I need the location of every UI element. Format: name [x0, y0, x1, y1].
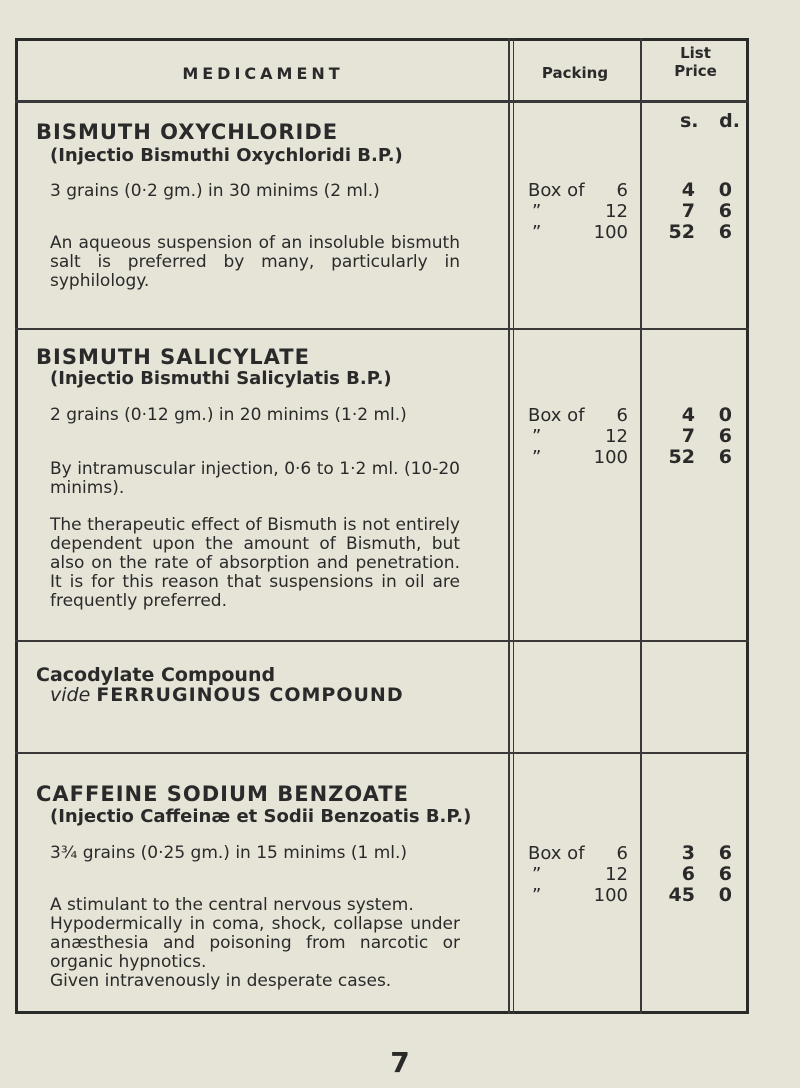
price-pence: 6: [718, 446, 732, 468]
price-shillings: 4: [681, 404, 695, 426]
price-row: [660, 843, 740, 864]
entry-note: By intramuscular injection, 0·6 to 1·2 ml. (10-20 minims).: [50, 459, 460, 498]
column-divider: [508, 38, 510, 1014]
header-price-line2: Price: [674, 62, 717, 80]
packing-qty: 100: [593, 447, 628, 468]
entry-note: Hypodermically in coma, shock, collapse under anæsthesia and poisoning from narcotic or organic hypnotics.: [50, 914, 460, 972]
packing-row: [528, 843, 628, 864]
currency-units: s. d.: [680, 110, 740, 132]
header-price-line1: List: [680, 44, 711, 62]
packing-qty: 12: [605, 864, 628, 885]
price-shillings: 7: [681, 200, 695, 222]
price-row: [660, 405, 740, 426]
entry-subtitle: (Injectio Caffeinæ et Sodii Benzoatis B.P.): [50, 806, 472, 827]
column-divider: [640, 38, 642, 1014]
entry-dose: 3 grains (0·2 gm.) in 30 minims (2 ml.): [50, 181, 380, 201]
page-number: 7: [390, 1046, 410, 1079]
packing-qty: 12: [605, 426, 628, 447]
price-shillings: 7: [681, 425, 695, 447]
packing-label: ”: [532, 864, 542, 885]
price-pence: 0: [718, 884, 732, 906]
column-divider: [513, 38, 514, 1014]
vide-word: vide: [50, 684, 91, 706]
price-row: [660, 447, 740, 468]
packing-label: Box of: [528, 843, 585, 864]
price-pence: 6: [718, 863, 732, 885]
price-pence: 6: [718, 842, 732, 864]
price-pence: 0: [718, 404, 732, 426]
price-list: [660, 180, 740, 243]
entry-notes: [50, 234, 460, 291]
entry-title: CAFFEINE SODIUM BENZOATE: [36, 782, 409, 806]
entry-notes: [50, 896, 460, 991]
packing-row: [528, 222, 628, 243]
packing-qty: 6: [616, 180, 628, 201]
packing-label: Box of: [528, 180, 585, 201]
row-divider: [15, 752, 749, 754]
packing-qty: 6: [616, 843, 628, 864]
price-shillings: 52: [668, 221, 695, 243]
price-pence: 6: [718, 200, 732, 222]
packing-label: Box of: [528, 405, 585, 426]
price-shillings: 6: [681, 863, 695, 885]
row-divider: [15, 328, 749, 330]
packing-row: [528, 405, 628, 426]
entry-dose: 2 grains (0·12 gm.) in 20 minims (1·2 ml.): [50, 405, 407, 425]
packing-row: [528, 180, 628, 201]
packing-row: [528, 201, 628, 222]
packing-row: [528, 426, 628, 447]
packing-row: [528, 447, 628, 468]
packing-list: [528, 405, 628, 468]
packing-label: ”: [532, 885, 542, 906]
entry-subtitle: (Injectio Bismuthi Salicylatis B.P.): [50, 368, 392, 389]
entry-title: BISMUTH OXYCHLORIDE: [36, 120, 339, 144]
packing-qty: 6: [616, 405, 628, 426]
header-price: [642, 44, 749, 80]
price-list: [660, 843, 740, 906]
price-shillings: 3: [681, 842, 695, 864]
price-row: [660, 885, 740, 906]
entry-title: BISMUTH SALICYLATE: [36, 345, 310, 369]
price-pence: 6: [718, 221, 732, 243]
packing-row: [528, 885, 628, 906]
packing-label: ”: [532, 447, 542, 468]
row-divider: [15, 640, 749, 642]
header-packing: Packing: [541, 64, 609, 82]
packing-qty: 100: [593, 885, 628, 906]
entry-notes: [50, 460, 460, 611]
entry-dose: 3¾ grains (0·25 gm.) in 15 minims (1 ml.): [50, 843, 408, 863]
entry-title: Cacodylate Compound: [36, 664, 276, 686]
entry-note: The therapeutic effect of Bismuth is not entirely dependent upon the amount of Bismuth, but also on the rate of absorption and penetration. It is for this reason that suspensions in oil are frequently preferred.: [50, 515, 460, 611]
packing-label: ”: [532, 201, 542, 222]
price-row: [660, 201, 740, 222]
packing-label: ”: [532, 222, 542, 243]
price-pence: 6: [718, 425, 732, 447]
entry-note: Given intravenously in desperate cases.: [50, 971, 392, 991]
price-row: [660, 864, 740, 885]
price-list: [660, 405, 740, 468]
price-shillings: 52: [668, 446, 695, 468]
packing-label: ”: [532, 426, 542, 447]
price-row: [660, 426, 740, 447]
price-pence: 0: [718, 179, 732, 201]
entry-note: A stimulant to the central nervous system.: [50, 895, 414, 915]
packing-qty: 12: [605, 201, 628, 222]
vide-target: FERRUGINOUS COMPOUND: [96, 684, 404, 706]
price-shillings: 45: [668, 884, 695, 906]
header-medicament: MEDICAMENT: [182, 64, 344, 83]
price-shillings: 4: [681, 179, 695, 201]
entry-note: An aqueous suspension of an insoluble bismuth salt is preferred by many, particularly in syphilology.: [50, 233, 460, 291]
packing-qty: 100: [593, 222, 628, 243]
price-row: [660, 180, 740, 201]
packing-list: [528, 180, 628, 243]
price-row: [660, 222, 740, 243]
cross-reference: [50, 684, 404, 706]
entry-subtitle: (Injectio Bismuthi Oxychloridi B.P.): [50, 145, 403, 166]
header-rule: [15, 100, 749, 103]
packing-row: [528, 864, 628, 885]
packing-list: [528, 843, 628, 906]
